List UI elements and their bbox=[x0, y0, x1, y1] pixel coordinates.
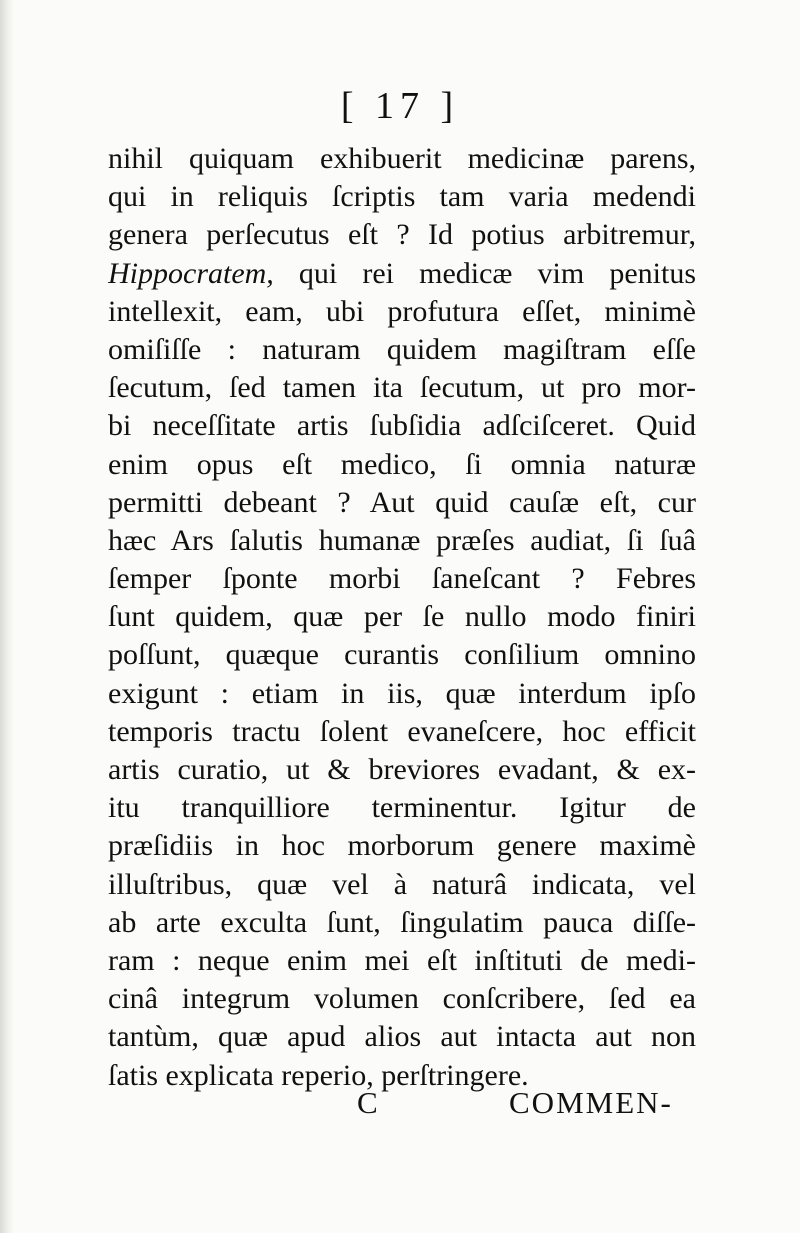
text-line: illuſtribus, quæ vel à naturâ indicata, vel bbox=[108, 867, 696, 901]
text-line: ſunt quidem, quæ per ſe nullo modo finiri bbox=[108, 600, 696, 634]
catchword: COMMEN- bbox=[509, 1085, 673, 1120]
text-line: itu tranquilliore terminentur. Igitur de bbox=[108, 791, 696, 825]
text-line-rest: qui rei medicæ vim penitus bbox=[273, 256, 696, 290]
text-line: nihil quiquam exhibuerit medicinæ parens, bbox=[108, 142, 696, 175]
text-line: ram : neque enim mei eſt inſtituti de medi- bbox=[108, 943, 696, 977]
text-line: hæc Ars ſalutis humanæ præſes audiat, ſi ſuâ bbox=[108, 523, 696, 557]
text-line: artis curatio, ut & breviores evadant, & ex- bbox=[108, 753, 696, 786]
text-line: enim opus eſt medico, ſi omnia naturæ bbox=[108, 447, 696, 481]
text-line: temporis tractu ſolent evaneſcere, hoc efficit bbox=[108, 714, 696, 748]
text-line: exigunt : etiam in iis, quæ interdum ipſo bbox=[108, 676, 696, 710]
text-line: ſecutum, ſed tamen ita ſecutum, ut pro mor- bbox=[108, 371, 696, 405]
text-line-hippocratem bbox=[108, 255, 696, 293]
text-line: cinâ integrum volumen conſcribere, ſed ea bbox=[108, 982, 696, 1016]
page-edge-shadow bbox=[0, 0, 14, 1233]
text-line: bi neceſſitate artis ſubſidia adſciſceret. Quid bbox=[108, 409, 696, 443]
text-line: tantùm, quæ apud alios aut intacta aut non bbox=[108, 1020, 696, 1054]
text-line-last: ſatis explicata reperio, perſtringere. bbox=[108, 1058, 529, 1092]
text-line: omiſiſſe : naturam quidem magiſtram eſſe bbox=[108, 332, 696, 366]
text-line: ſemper ſponte morbi ſaneſcant ? Febres bbox=[108, 562, 696, 596]
page-footer bbox=[0, 1083, 800, 1123]
text-line: qui in reliquis ſcriptis tam varia medendi bbox=[108, 180, 696, 214]
signature-mark: C bbox=[357, 1085, 378, 1120]
page-number: [ 17 ] bbox=[340, 85, 460, 127]
text-line: intellexit, eam, ubi profutura eſſet, minimè bbox=[108, 294, 696, 328]
text-line: præſidiis in hoc morborum genere maximè bbox=[108, 829, 696, 863]
text-line: genera perſecutus eſt ? Id potius arbitremur, bbox=[108, 218, 696, 252]
text-line: poſſunt, quæque curantis conſilium omnino bbox=[108, 638, 696, 672]
italic-name: Hippocratem, bbox=[108, 256, 274, 290]
text-line: permitti debeant ? Aut quid cauſæ eſt, cur bbox=[108, 485, 696, 519]
body-text bbox=[108, 140, 696, 1095]
text-line: ab arte exculta ſunt, ſingulatim pauca diſſe- bbox=[108, 905, 696, 939]
